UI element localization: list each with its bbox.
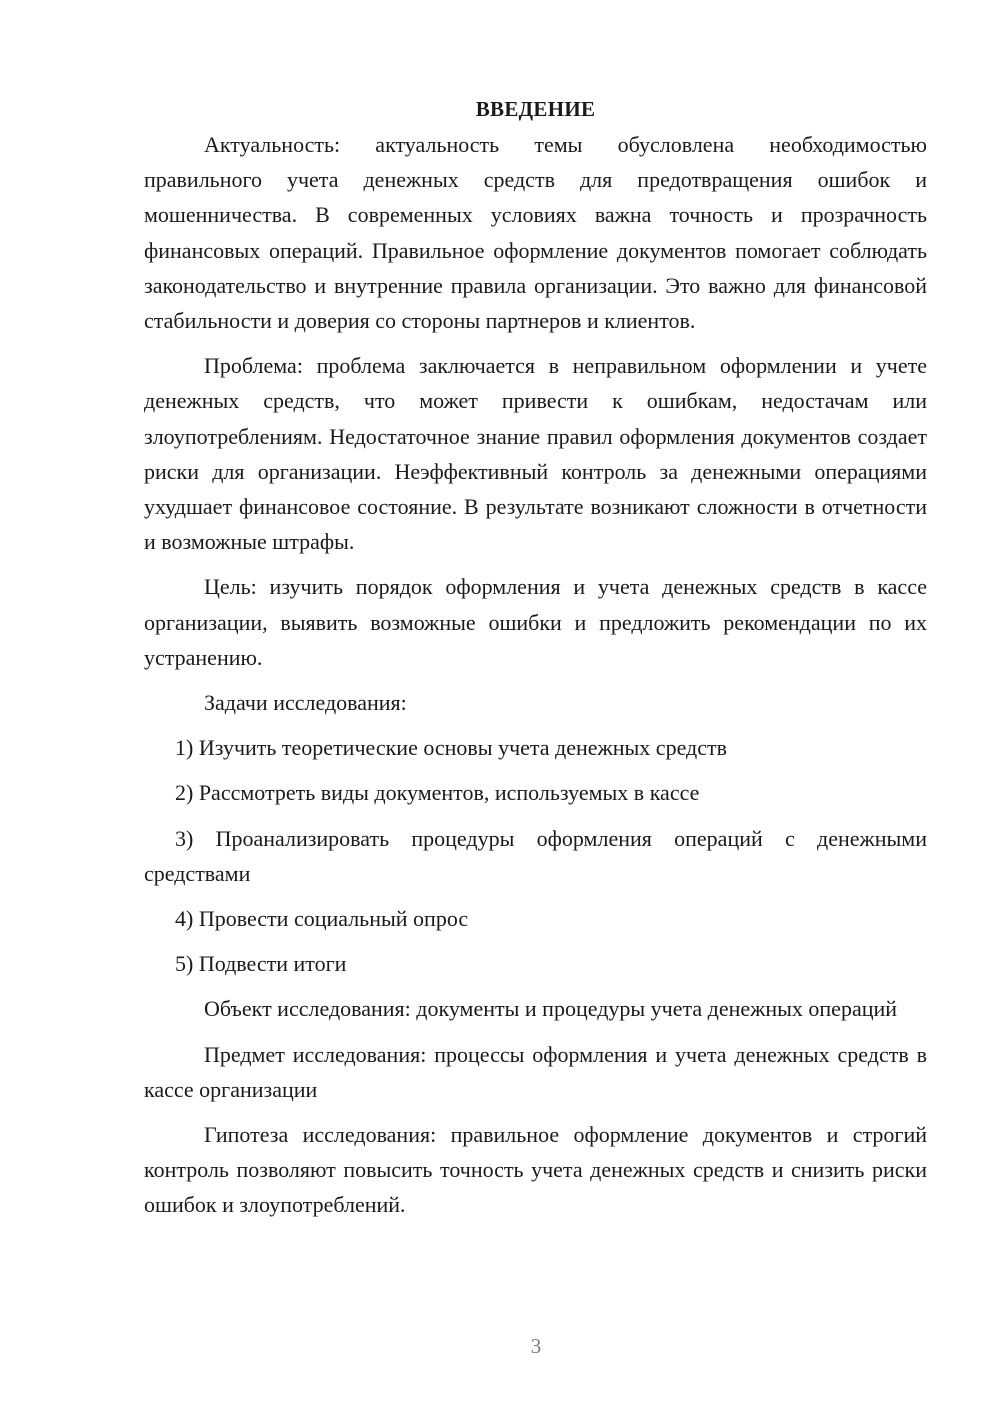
paragraph-relevance: Актуальность: актуальность темы обусловлена необходимостью правильного учета денежных средств для предотвращения ошибок и мошенничества. В современных условиях важна точность и прозрачность финансовых операций. Правильное оформление документов помогает соблюдать законодательство и внутренние правила организации. Это важно для финансовой стабильности и доверия со стороны партнеров и клиентов.: [144, 132, 927, 334]
paragraph-object: Объект исследования: документы и процедуры учета денежных операций: [204, 996, 898, 1022]
task-item-5: 5) Подвести итоги: [175, 951, 347, 977]
paragraph-goal: Цель: изучить порядок оформления и учета денежных средств в кассе организации, выявить возможные ошибки и предложить рекомендации по их устранению.: [144, 574, 927, 670]
task-item-4: 4) Провести социальный опрос: [175, 906, 469, 932]
tasks-title: Задачи исследования:: [204, 690, 407, 716]
task-item-3: 3) Проанализировать процедуры оформления операций с денежными средствами: [144, 825, 927, 886]
paragraph-hypothesis: Гипотеза исследования: правильное оформление документов и строгий контроль позволяют повысить точность учета денежных средств и снизить риски ошибок и злоупотреблений.: [144, 1122, 927, 1218]
page-content: [144, 92, 927, 1233]
paragraph-problem: Проблема: проблема заключается в неправильном оформлении и учете денежных средств, что может привести к ошибкам, недостачам или злоупотреблениям. Недостаточное знание правил оформления документов создает риски для организации. Неэффективный контроль за денежными операциями ухудшает финансовое состояние. В результате возникают сложности в отчетности и возможные штрафы.: [144, 353, 927, 555]
section-heading: ВВЕДЕНИЕ: [475, 97, 596, 121]
paragraph-subject: Предмет исследования: процессы оформления и учета денежных средств в кассе организации: [144, 1041, 927, 1102]
page-number: 3: [530, 1334, 542, 1358]
task-item-1: 1) Изучить теоретические основы учета денежных средств: [175, 735, 728, 761]
task-item-2: 2) Рассмотреть виды документов, используемых в кассе: [175, 780, 700, 806]
